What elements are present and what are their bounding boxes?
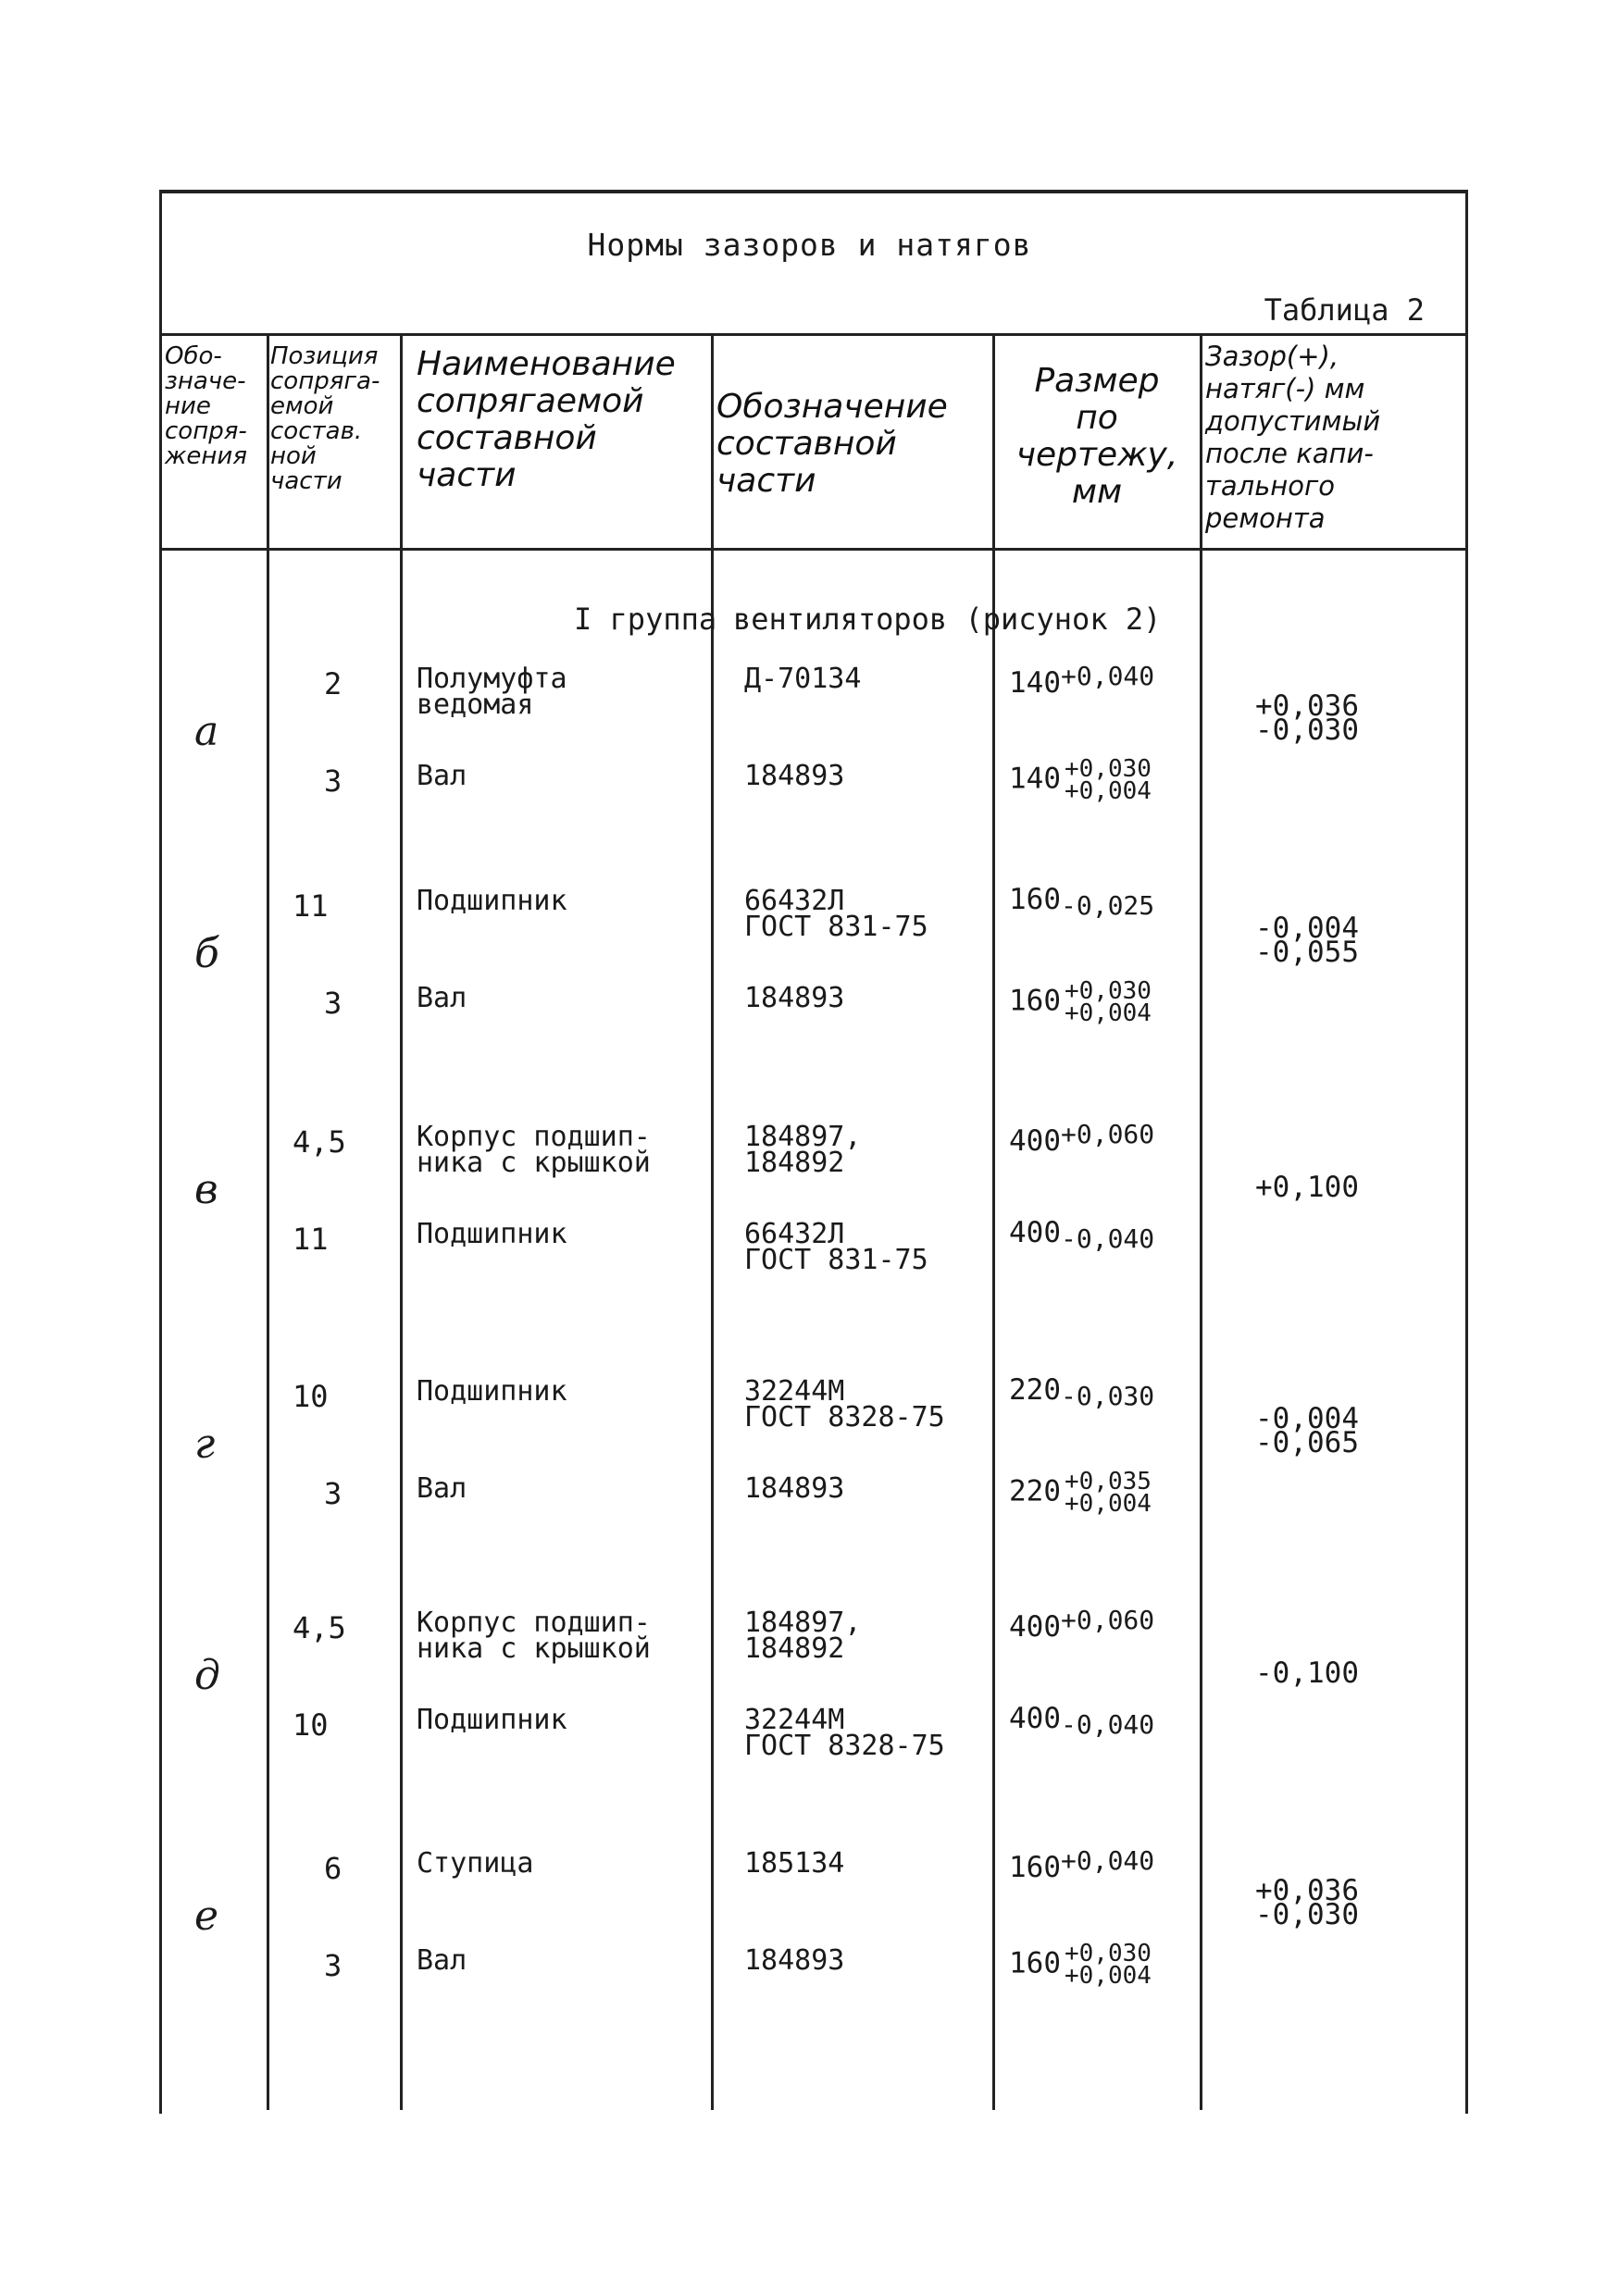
tolerance-lower: +0,004 bbox=[1065, 777, 1152, 805]
header-size: Размер по чертежу, мм bbox=[1015, 362, 1178, 511]
part-designation: 184893 bbox=[744, 1944, 845, 1977]
gap-value: -0,004 -0,065 bbox=[1255, 1402, 1359, 1459]
part-designation: 66432Л ГОСТ 831-75 bbox=[744, 1218, 928, 1276]
header-bottom-rule bbox=[159, 548, 1465, 551]
joint-designation: а bbox=[194, 708, 219, 755]
part-size bbox=[1009, 1845, 1154, 1884]
size-nominal: 220 bbox=[1009, 1474, 1061, 1508]
size-tolerance: +0,040 bbox=[1061, 1845, 1155, 1876]
group-caption-left: I группа bbox=[574, 602, 717, 637]
header-name: Наименование сопрягаемой составной части bbox=[417, 345, 676, 494]
header-gap: Зазор(+), натяг(-) мм допустимый после капи- тального ремонта bbox=[1205, 341, 1381, 534]
part-designation: 32244М ГОСТ 8328-75 bbox=[744, 1704, 945, 1762]
tolerance-upper: +0,030 bbox=[1065, 977, 1152, 1005]
column-divider-4 bbox=[992, 333, 995, 2110]
part-size bbox=[1009, 1702, 1154, 1740]
size-nominal: 160 bbox=[1009, 883, 1061, 916]
part-position: 11 bbox=[293, 1222, 329, 1257]
part-designation: 185134 bbox=[744, 1847, 845, 1880]
size-nominal: 220 bbox=[1009, 1373, 1061, 1407]
part-name: Вал bbox=[417, 1944, 467, 1977]
part-name: Подшипник bbox=[417, 1375, 567, 1408]
part-name: Полумуфта ведомая bbox=[417, 663, 567, 721]
size-tolerance bbox=[1065, 755, 1152, 805]
part-position: 4,5 bbox=[293, 1610, 346, 1645]
group-caption-right: вентиляторов (рисунок 2) bbox=[733, 602, 1162, 637]
part-position: 3 bbox=[324, 1476, 342, 1511]
column-divider-3 bbox=[711, 333, 714, 2110]
joint-designation: д bbox=[194, 1652, 220, 1699]
part-position: 11 bbox=[293, 888, 329, 924]
size-tolerance: +0,040 bbox=[1061, 661, 1155, 691]
part-designation: 184893 bbox=[744, 982, 845, 1014]
part-designation: 184897, 184892 bbox=[744, 1607, 862, 1665]
document-title: Нормы зазоров и натягов bbox=[587, 227, 1032, 263]
part-name: Ступица bbox=[417, 1847, 534, 1880]
size-nominal: 160 bbox=[1009, 984, 1061, 1018]
part-size bbox=[1009, 1605, 1154, 1644]
size-tolerance bbox=[1065, 1468, 1152, 1518]
tolerance-upper: +0,030 bbox=[1065, 755, 1152, 783]
size-nominal: 140 bbox=[1009, 666, 1061, 700]
gap-value: -0,100 bbox=[1255, 1657, 1359, 1690]
part-position: 3 bbox=[324, 763, 342, 799]
joint-designation: е bbox=[194, 1893, 219, 1940]
joint-designation: г bbox=[194, 1421, 216, 1468]
part-size bbox=[1009, 1119, 1154, 1158]
size-nominal: 400 bbox=[1009, 1610, 1061, 1644]
size-nominal: 400 bbox=[1009, 1216, 1061, 1249]
part-name: Вал bbox=[417, 1472, 467, 1505]
size-tolerance bbox=[1065, 1940, 1152, 1990]
size-tolerance: -0,030 bbox=[1061, 1381, 1155, 1411]
part-size bbox=[1009, 1468, 1152, 1518]
joint-designation: б bbox=[194, 930, 219, 977]
header-top-rule bbox=[159, 333, 1465, 336]
size-tolerance: +0,060 bbox=[1061, 1119, 1155, 1149]
part-name: Подшипник bbox=[417, 1704, 567, 1736]
size-nominal: 400 bbox=[1009, 1124, 1061, 1158]
part-name: Подшипник bbox=[417, 1218, 567, 1250]
part-position: 3 bbox=[324, 1948, 342, 1983]
part-designation: 32244М ГОСТ 8328-75 bbox=[744, 1375, 945, 1433]
part-designation: Д-70134 bbox=[744, 663, 862, 695]
gap-value: +0,036 -0,030 bbox=[1255, 1874, 1359, 1931]
column-divider-1 bbox=[267, 333, 269, 2110]
header-designation: Обозначение составной части bbox=[716, 388, 948, 500]
part-designation: 184897, 184892 bbox=[744, 1121, 862, 1179]
size-tolerance: -0,025 bbox=[1061, 890, 1155, 921]
part-size bbox=[1009, 1940, 1152, 1990]
part-name: Вал bbox=[417, 760, 467, 792]
part-size bbox=[1009, 1216, 1154, 1254]
part-name: Корпус подшип- ника с крышкой bbox=[417, 1121, 651, 1179]
size-nominal: 140 bbox=[1009, 762, 1061, 796]
part-size bbox=[1009, 977, 1152, 1027]
column-divider-5 bbox=[1200, 333, 1202, 2110]
part-size bbox=[1009, 883, 1154, 921]
part-name: Подшипник bbox=[417, 885, 567, 917]
tolerance-lower: +0,004 bbox=[1065, 1490, 1152, 1518]
size-tolerance: -0,040 bbox=[1061, 1223, 1155, 1254]
tolerance-upper: +0,030 bbox=[1065, 1940, 1152, 1967]
part-designation: 184893 bbox=[744, 760, 845, 792]
part-designation: 184893 bbox=[744, 1472, 845, 1505]
part-position: 4,5 bbox=[293, 1124, 346, 1160]
part-name: Корпус подшип- ника с крышкой bbox=[417, 1607, 651, 1665]
part-position: 10 bbox=[293, 1379, 329, 1414]
size-tolerance: -0,040 bbox=[1061, 1709, 1155, 1740]
part-position: 10 bbox=[293, 1707, 329, 1743]
size-nominal: 400 bbox=[1009, 1702, 1061, 1735]
gap-value: -0,004 -0,055 bbox=[1255, 912, 1359, 969]
part-position: 3 bbox=[324, 986, 342, 1021]
gap-value: +0,036 -0,030 bbox=[1255, 689, 1359, 747]
part-size bbox=[1009, 661, 1154, 700]
size-nominal: 160 bbox=[1009, 1946, 1061, 1980]
header-position: Позиция сопряга- емой состав. ной части bbox=[270, 342, 380, 495]
tolerance-upper: +0,035 bbox=[1065, 1468, 1152, 1496]
size-tolerance: +0,060 bbox=[1061, 1605, 1155, 1635]
joint-designation: в bbox=[194, 1166, 218, 1213]
column-divider-2 bbox=[400, 333, 403, 2110]
size-nominal: 160 bbox=[1009, 1851, 1061, 1884]
part-name: Вал bbox=[417, 982, 467, 1014]
tolerance-lower: +0,004 bbox=[1065, 999, 1152, 1027]
tolerance-lower: +0,004 bbox=[1065, 1962, 1152, 1990]
gap-value: +0,100 bbox=[1255, 1171, 1359, 1204]
table-number: Таблица 2 bbox=[1264, 292, 1425, 328]
size-tolerance bbox=[1065, 977, 1152, 1027]
part-designation: 66432Л ГОСТ 831-75 bbox=[744, 885, 928, 943]
part-size bbox=[1009, 755, 1152, 805]
part-position: 6 bbox=[324, 1851, 342, 1886]
header-joint: Обо- значе- ние сопря- жения bbox=[165, 342, 247, 470]
part-size bbox=[1009, 1373, 1154, 1411]
part-position: 2 bbox=[324, 666, 342, 701]
